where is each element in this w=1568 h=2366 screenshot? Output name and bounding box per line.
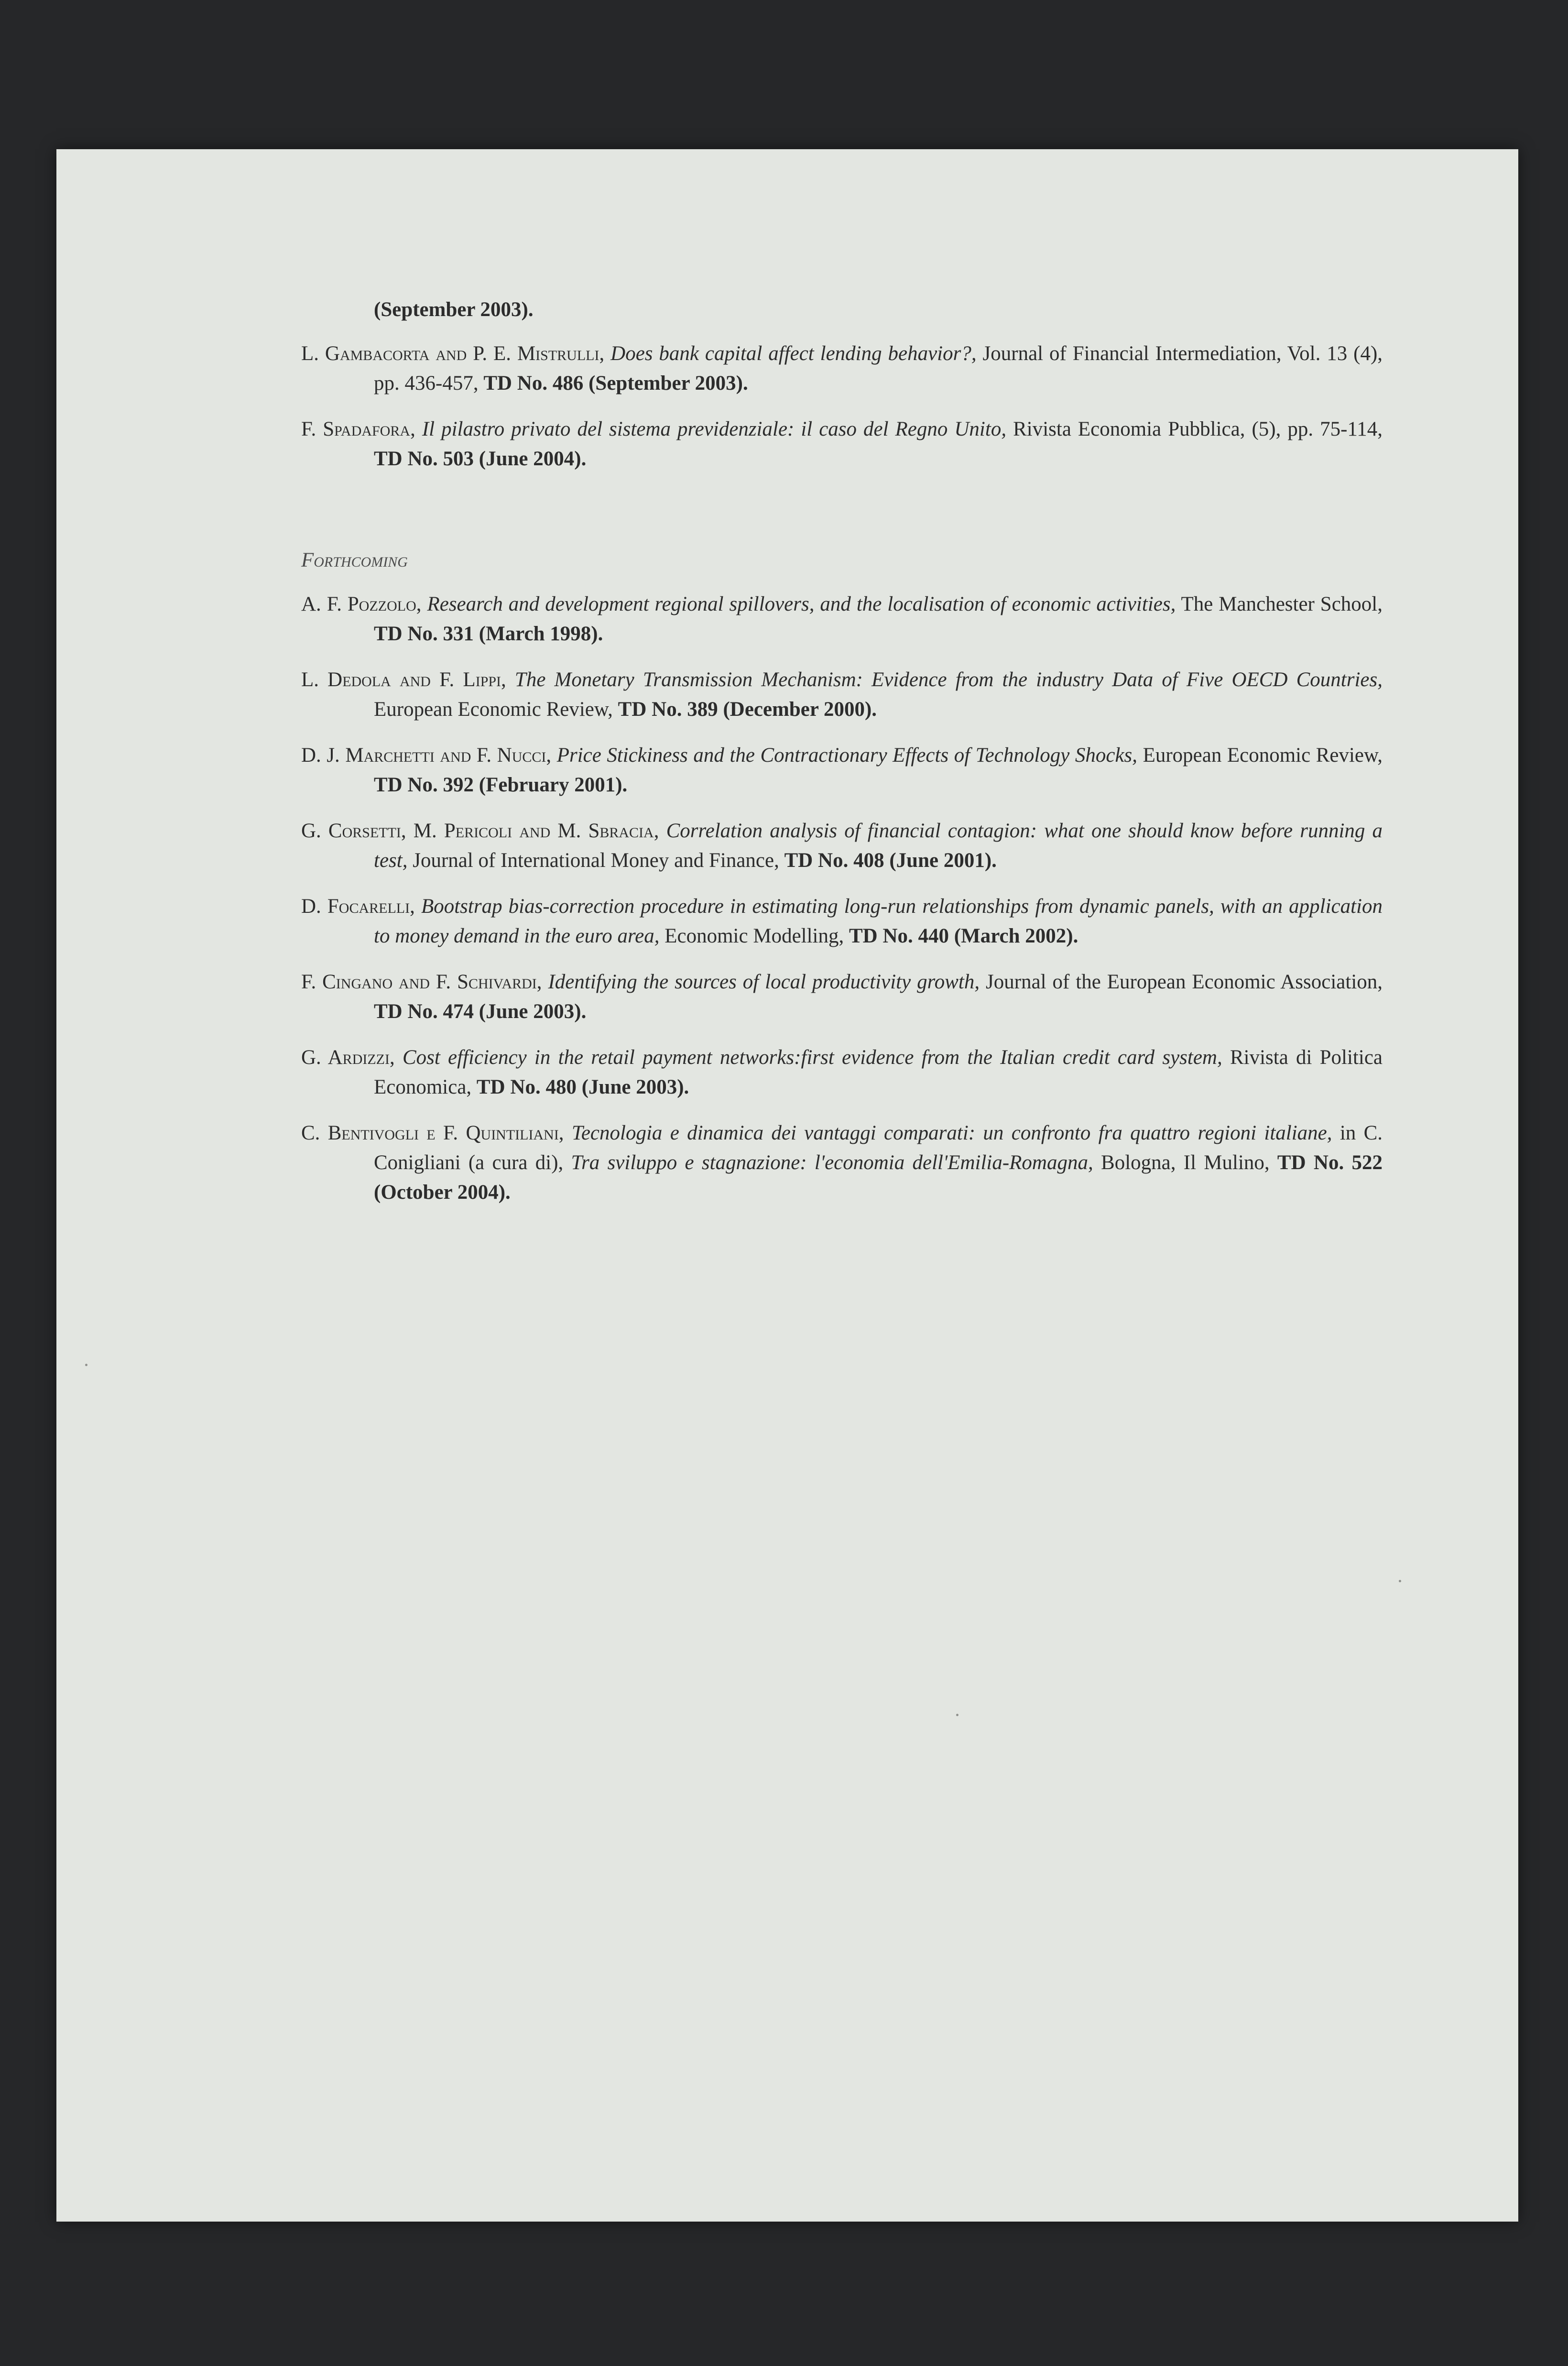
references-list [301, 295, 1383, 1224]
reference-authors: F. Cingano and F. Schivardi, [301, 971, 542, 993]
reference-authors: L. Gambacorta and P. E. Mistrulli, [301, 342, 605, 365]
reference-td-number: TD No. 474 (June 2003). [374, 1000, 587, 1023]
reference-title: Price Stickiness and the Contractionary Effects of Technology Shocks, [556, 744, 1138, 767]
reference-authors: D. Focarelli, [301, 895, 415, 918]
reference-authors: F. Spadafora, [301, 418, 415, 440]
reference-source: European Economic Review, [1143, 744, 1383, 767]
reference-td-number: TD No. 389 (December 2000). [618, 698, 877, 721]
reference-td-number: TD No. 503 (June 2004). [374, 448, 587, 470]
reference-td-number: TD No. 486 (September 2003). [483, 372, 748, 394]
paper-speck [1399, 1580, 1401, 1582]
reference-book-title: Tra sviluppo e stagnazione: l'economia dell'Emilia-Romagna, [571, 1151, 1093, 1174]
reference-entry [301, 741, 1383, 800]
reference-source: Rivista Economia Pubblica, (5), pp. 75-114, [1013, 418, 1383, 440]
reference-source: Journal of International Money and Finance, [413, 849, 779, 872]
reference-authors: G. Corsetti, M. Pericoli and M. Sbracia, [301, 820, 659, 842]
reference-source: Journal of the European Economic Association, [986, 971, 1383, 993]
reference-td-number: TD No. 392 (February 2001). [374, 774, 628, 796]
reference-authors: G. Ardizzi, [301, 1046, 395, 1069]
reference-title: Does bank capital affect lending behavior?, [610, 342, 977, 365]
continuation-line: (September 2003). [374, 298, 534, 321]
reference-entry [301, 590, 1383, 649]
reference-entry [301, 967, 1383, 1027]
reference-publisher: Bologna, Il Mulino, [1101, 1151, 1270, 1174]
reference-entry [301, 1043, 1383, 1102]
reference-authors: C. Bentivogli e F. Quintiliani, [301, 1122, 564, 1144]
reference-title: Identifying the sources of local productivity growth, [548, 971, 980, 993]
reference-td-number: TD No. 408 (June 2001). [784, 849, 997, 872]
reference-source: Journal of Financial Intermediation, Vol. 13 (4), pp. 436-457, [374, 342, 1383, 394]
reference-source: Economic Modelling, [664, 925, 844, 947]
reference-entry [301, 816, 1383, 876]
reference-entry [301, 665, 1383, 724]
reference-title: The Monetary Transmission Mechanism: Evidence from the industry Data of Five OECD Countries, [514, 668, 1383, 691]
paper-speck [956, 1714, 958, 1716]
reference-source: The Manchester School, [1181, 593, 1383, 615]
reference-title: Research and development regional spillovers, and the localisation of economic activities, [427, 593, 1176, 615]
reference-authors: D. J. Marchetti and F. Nucci, [301, 744, 552, 767]
reference-title: Il pilastro privato del sistema previdenziale: il caso del Regno Unito, [422, 418, 1007, 440]
reference-entry [301, 339, 1383, 398]
reference-td-number: TD No. 522 (October 2004). [374, 1151, 1383, 1204]
section-heading-forthcoming: Forthcoming [301, 549, 408, 571]
reference-td-number: TD No. 440 (March 2002). [849, 925, 1078, 947]
reference-title: Tecnologia e dinamica dei vantaggi comparati: un confronto fra quattro regioni italiane, [571, 1122, 1332, 1144]
reference-title: Cost efficiency in the retail payment networks:first evidence from the Italian credit card system, [402, 1046, 1222, 1069]
reference-source: in C. Conigliani (a cura di), [374, 1122, 1383, 1174]
reference-entry [301, 415, 1383, 474]
reference-authors: A. F. Pozzolo, [301, 593, 422, 615]
reference-title: Bootstrap bias-correction procedure in estimating long-run relationships from dynamic panels, with an application to money demand in the euro area, [374, 895, 1383, 947]
paper-sheet [56, 149, 1518, 2222]
reference-authors: L. Dedola and F. Lippi, [301, 668, 506, 691]
reference-source: European Economic Review, [374, 698, 613, 721]
reference-title: Correlation analysis of financial contagion: what one should know before running a test, [374, 820, 1383, 872]
reference-entry [301, 1118, 1383, 1207]
reference-entry [301, 892, 1383, 951]
reference-td-number: TD No. 480 (June 2003). [476, 1076, 689, 1098]
reference-source: Rivista di Politica Economica, [374, 1046, 1383, 1098]
paper-speck [85, 1364, 87, 1366]
reference-td-number: TD No. 331 (March 1998). [374, 623, 603, 645]
